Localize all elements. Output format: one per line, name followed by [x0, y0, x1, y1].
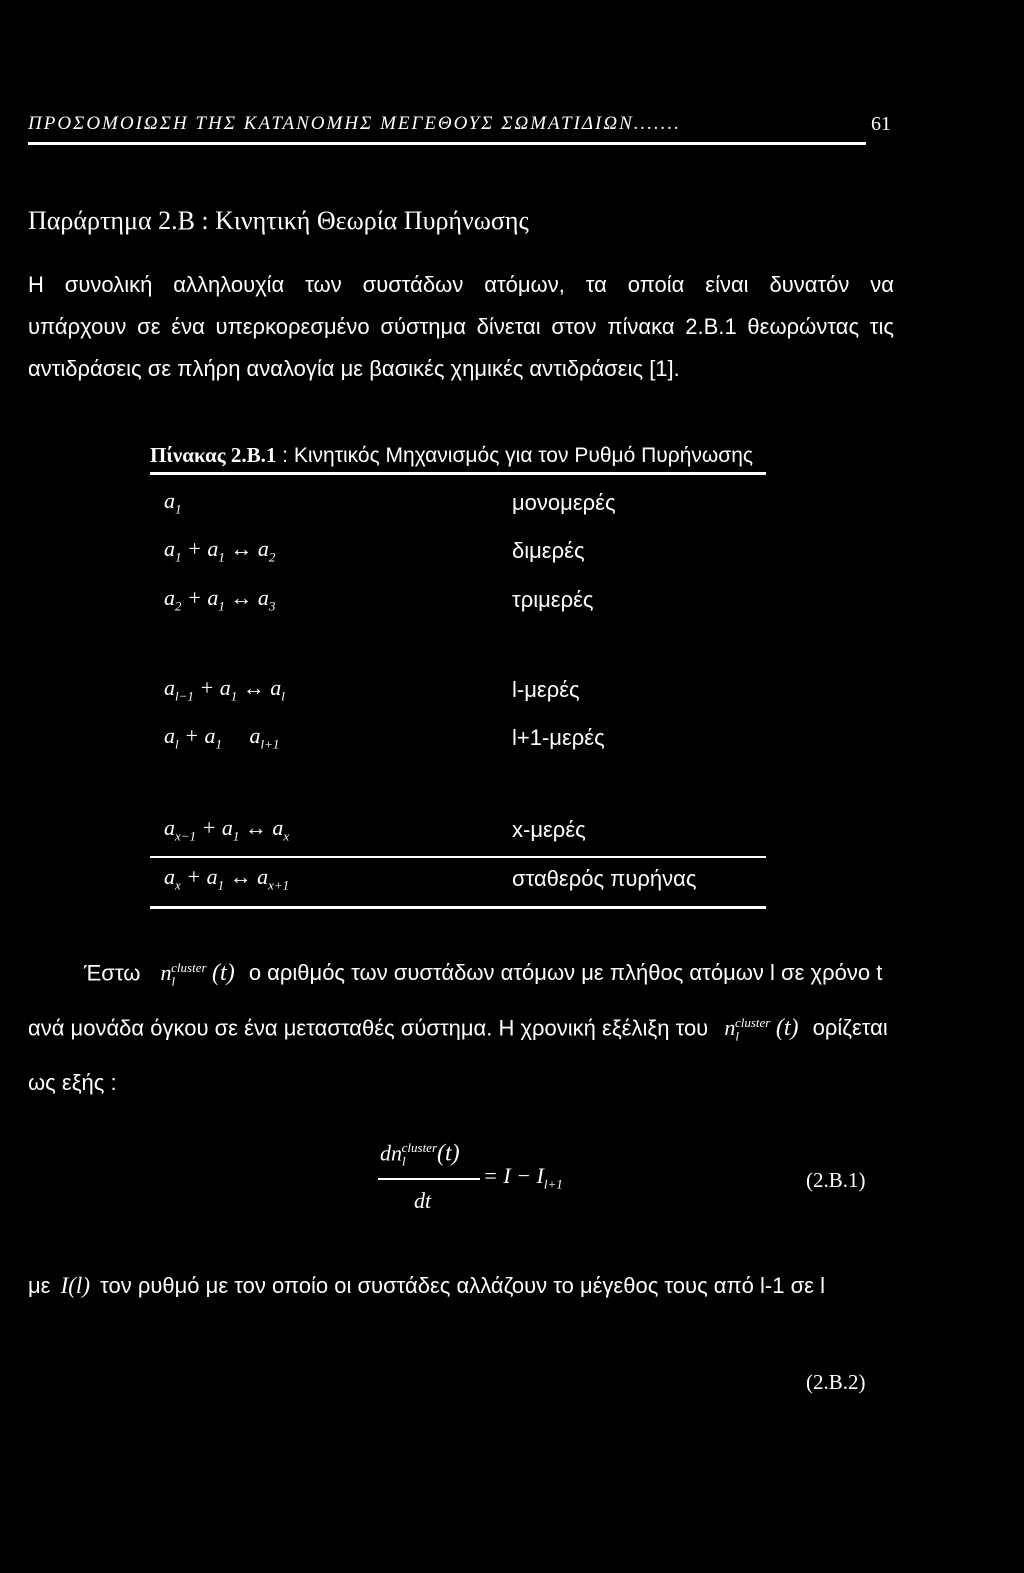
eq1-number: (2.B.1) — [806, 1168, 866, 1192]
intro-line-3: αντιδράσεις σε πλήρη αναλογία με βασικές χημικές αντιδράσεις [1]. — [28, 356, 680, 381]
I-of-l-symbol: I(l) — [60, 1273, 90, 1298]
reaction-monomer: $a_1$ — [164, 488, 182, 517]
body-line-1 — [84, 960, 882, 990]
table-caption — [150, 443, 753, 468]
desc-stable-nucleus: σταθερός πυρήνας — [512, 866, 697, 891]
body-line-3: ως εξής : — [28, 1070, 117, 1095]
reaction-l-mer: $a_{l-1} + a_1$ ↔ $a_l$ — [164, 675, 285, 704]
table-caption-label: Πίνακας 2.Β.1 — [150, 443, 277, 467]
desc-trimer: τριμερές — [512, 587, 594, 612]
desc-x-mer: x-μερές — [512, 817, 586, 842]
reaction-stable-nucleus: $a_x + a_1$ ↔ $a_{x+1}$ — [164, 864, 290, 893]
body-line1-prefix: Έστω — [84, 960, 141, 986]
eq1-rhs: = $I - I_{l+1}$ — [483, 1163, 563, 1192]
body-line2-suffix: ορίζεται — [812, 1015, 888, 1041]
intro-line-2: υπάρχουν σε ένα υπερκορεσμένο σύστημα δίνεται στον πίνακα 2.Β.1 θεωρώντας τις — [28, 314, 894, 339]
reaction-l1-mer: $a_l + a_1$ $a_{l+1}$ — [164, 723, 280, 752]
header-rule — [28, 142, 866, 145]
n-cluster-symbol-2: $n_l^{cluster}$ (t) — [724, 1015, 799, 1044]
rate-definition-line — [28, 1273, 825, 1299]
desc-monomer: μονομερές — [512, 490, 616, 515]
desc-l-mer: l-μερές — [512, 677, 580, 702]
desc-l1-mer: l+1-μερές — [512, 725, 605, 750]
running-title: ΠΡΟΣΟΜΟΙΩΣΗ ΤΗΣ ΚΑΤΑΝΟΜΗΣ ΜΕΓΕΘΟΥΣ ΣΩΜΑΤΙΔΙΩΝ....... — [28, 113, 681, 134]
body-line1-suffix: ο αριθμός των συστάδων ατόμων με πλήθος ατόμων l σε χρόνο t — [248, 960, 883, 986]
rate-line-prefix: με — [28, 1273, 51, 1298]
eq1-numerator: $dn_l^{cluster}(t)$ — [380, 1140, 460, 1169]
eq1-denominator: dt — [414, 1188, 432, 1213]
eq2-number: (2.B.2) — [806, 1370, 866, 1394]
rate-line-text: τον ρυθμό με τον οποίο οι συστάδες αλλάζουν το μέγεθος τους από l-1 σε l — [100, 1273, 825, 1298]
table-caption-text: : Κινητικός Μηχανισμός για τον Ρυθμό Πυρήνωσης — [276, 444, 754, 467]
table-mid-rule — [150, 856, 766, 858]
eq1-fraction-bar — [378, 1178, 480, 1180]
body-line-2 — [28, 1015, 888, 1045]
reaction-x-mer: $a_{x-1} + a_1$ ↔ $a_x$ — [164, 815, 290, 844]
desc-dimer: διμερές — [512, 538, 585, 563]
reaction-dimer: $a_1 + a_1$ ↔ $a_2$ — [164, 536, 276, 565]
intro-line-1: Η συνολική αλληλουχία των συστάδων ατόμων, τα οποία είναι δυνατόν να — [28, 272, 894, 297]
appendix-title: Παράρτημα 2.Β : Κινητική Θεωρία Πυρήνωσης — [28, 206, 529, 235]
page-number: 61 — [871, 113, 891, 135]
body-line2-prefix: ανά μονάδα όγκου σε ένα μετασταθές σύστημα. Η χρονική εξέλιξη του — [28, 1015, 709, 1041]
table-top-rule — [150, 472, 766, 475]
reaction-trimer: $a_2 + a_1$ ↔ $a_3$ — [164, 585, 276, 614]
running-header — [28, 113, 891, 135]
n-cluster-symbol: $n_l^{cluster}$ (t) — [160, 960, 235, 989]
table-bottom-rule — [150, 906, 766, 909]
